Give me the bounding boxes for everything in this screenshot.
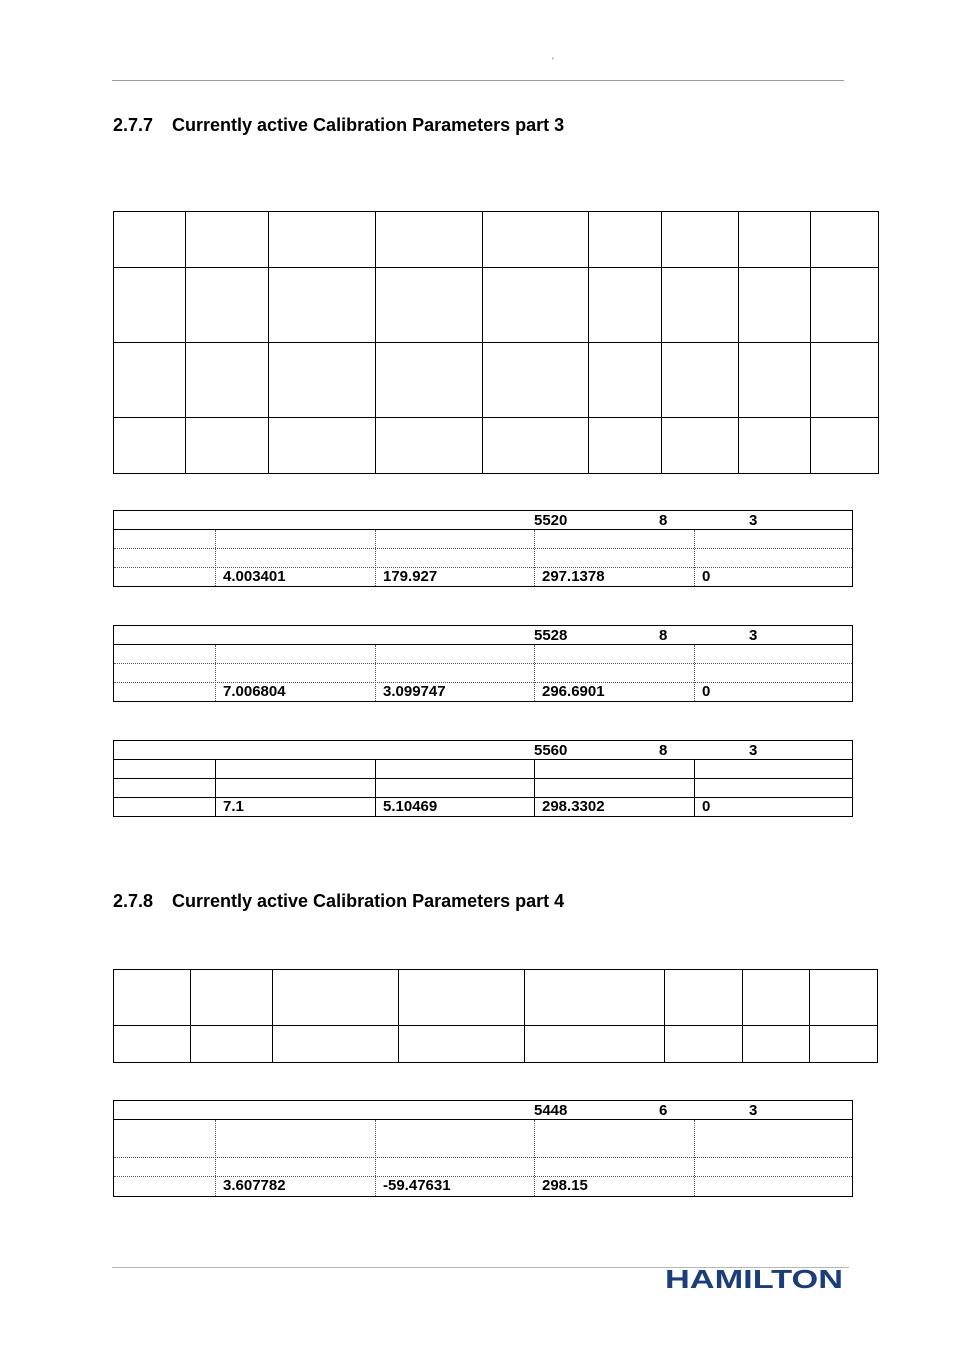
register-value: 298.3302: [542, 798, 605, 815]
register-value: 0: [702, 568, 711, 585]
header-divider: [112, 80, 844, 81]
section-heading-part4: [113, 891, 564, 912]
register-value: 0: [702, 683, 711, 700]
register-block-5448: [113, 1100, 853, 1197]
register-value-row: [114, 568, 852, 586]
table-row: [114, 343, 879, 418]
register-count: 6: [659, 1102, 668, 1119]
register-value: 3.607782: [223, 1177, 286, 1194]
table-row: [114, 418, 879, 474]
register-address: 5448: [534, 1102, 568, 1119]
register-count: 8: [659, 742, 668, 759]
register-value: 7.1: [223, 798, 244, 815]
register-address: 5560: [534, 742, 568, 759]
register-value: 5.10469: [383, 798, 438, 815]
register-block-5528: [113, 625, 853, 702]
register-count: 8: [659, 627, 668, 644]
register-value-row: [114, 1177, 852, 1195]
register-access: 3: [749, 627, 758, 644]
section-number: 2.7.7: [113, 115, 154, 135]
register-count: 8: [659, 512, 668, 529]
register-value: 297.1378: [542, 568, 605, 585]
register-header-row: [114, 741, 852, 760]
register-value-row: [114, 683, 852, 701]
register-access: 3: [749, 742, 758, 759]
svg-text:HAMILTON: HAMILTON: [665, 1266, 843, 1292]
register-block-5560: [113, 740, 853, 817]
register-header-row: [114, 1101, 852, 1120]
table-row: [114, 1026, 878, 1063]
register-address: 5528: [534, 627, 568, 644]
header-mark: ': [552, 56, 554, 66]
section-heading-part3: [113, 115, 564, 136]
parameter-table-part4: [113, 969, 878, 1063]
table-row: [114, 970, 878, 1026]
register-value: 296.6901: [542, 683, 605, 700]
section-title: Currently active Calibration Parameters part 4: [172, 891, 565, 911]
register-access: 3: [749, 512, 758, 529]
register-value: -59.47631: [383, 1177, 451, 1194]
register-value: 4.003401: [223, 568, 286, 585]
register-value: 179.927: [383, 568, 438, 585]
parameter-table-part3: [113, 211, 879, 474]
register-value: 298.15: [542, 1177, 588, 1194]
hamilton-logo: [664, 1266, 844, 1292]
section-title: Currently active Calibration Parameters part 3: [172, 115, 565, 135]
table-row: [114, 268, 879, 343]
register-block-5520: [113, 510, 853, 587]
register-value: 3.099747: [383, 683, 446, 700]
register-address: 5520: [534, 512, 568, 529]
register-header-row: [114, 511, 852, 530]
register-value: 0: [702, 798, 711, 815]
register-header-row: [114, 626, 852, 645]
register-value: 7.006804: [223, 683, 286, 700]
register-value-row: [114, 798, 852, 816]
section-number: 2.7.8: [113, 891, 154, 911]
table-row: [114, 212, 879, 268]
register-access: 3: [749, 1102, 758, 1119]
